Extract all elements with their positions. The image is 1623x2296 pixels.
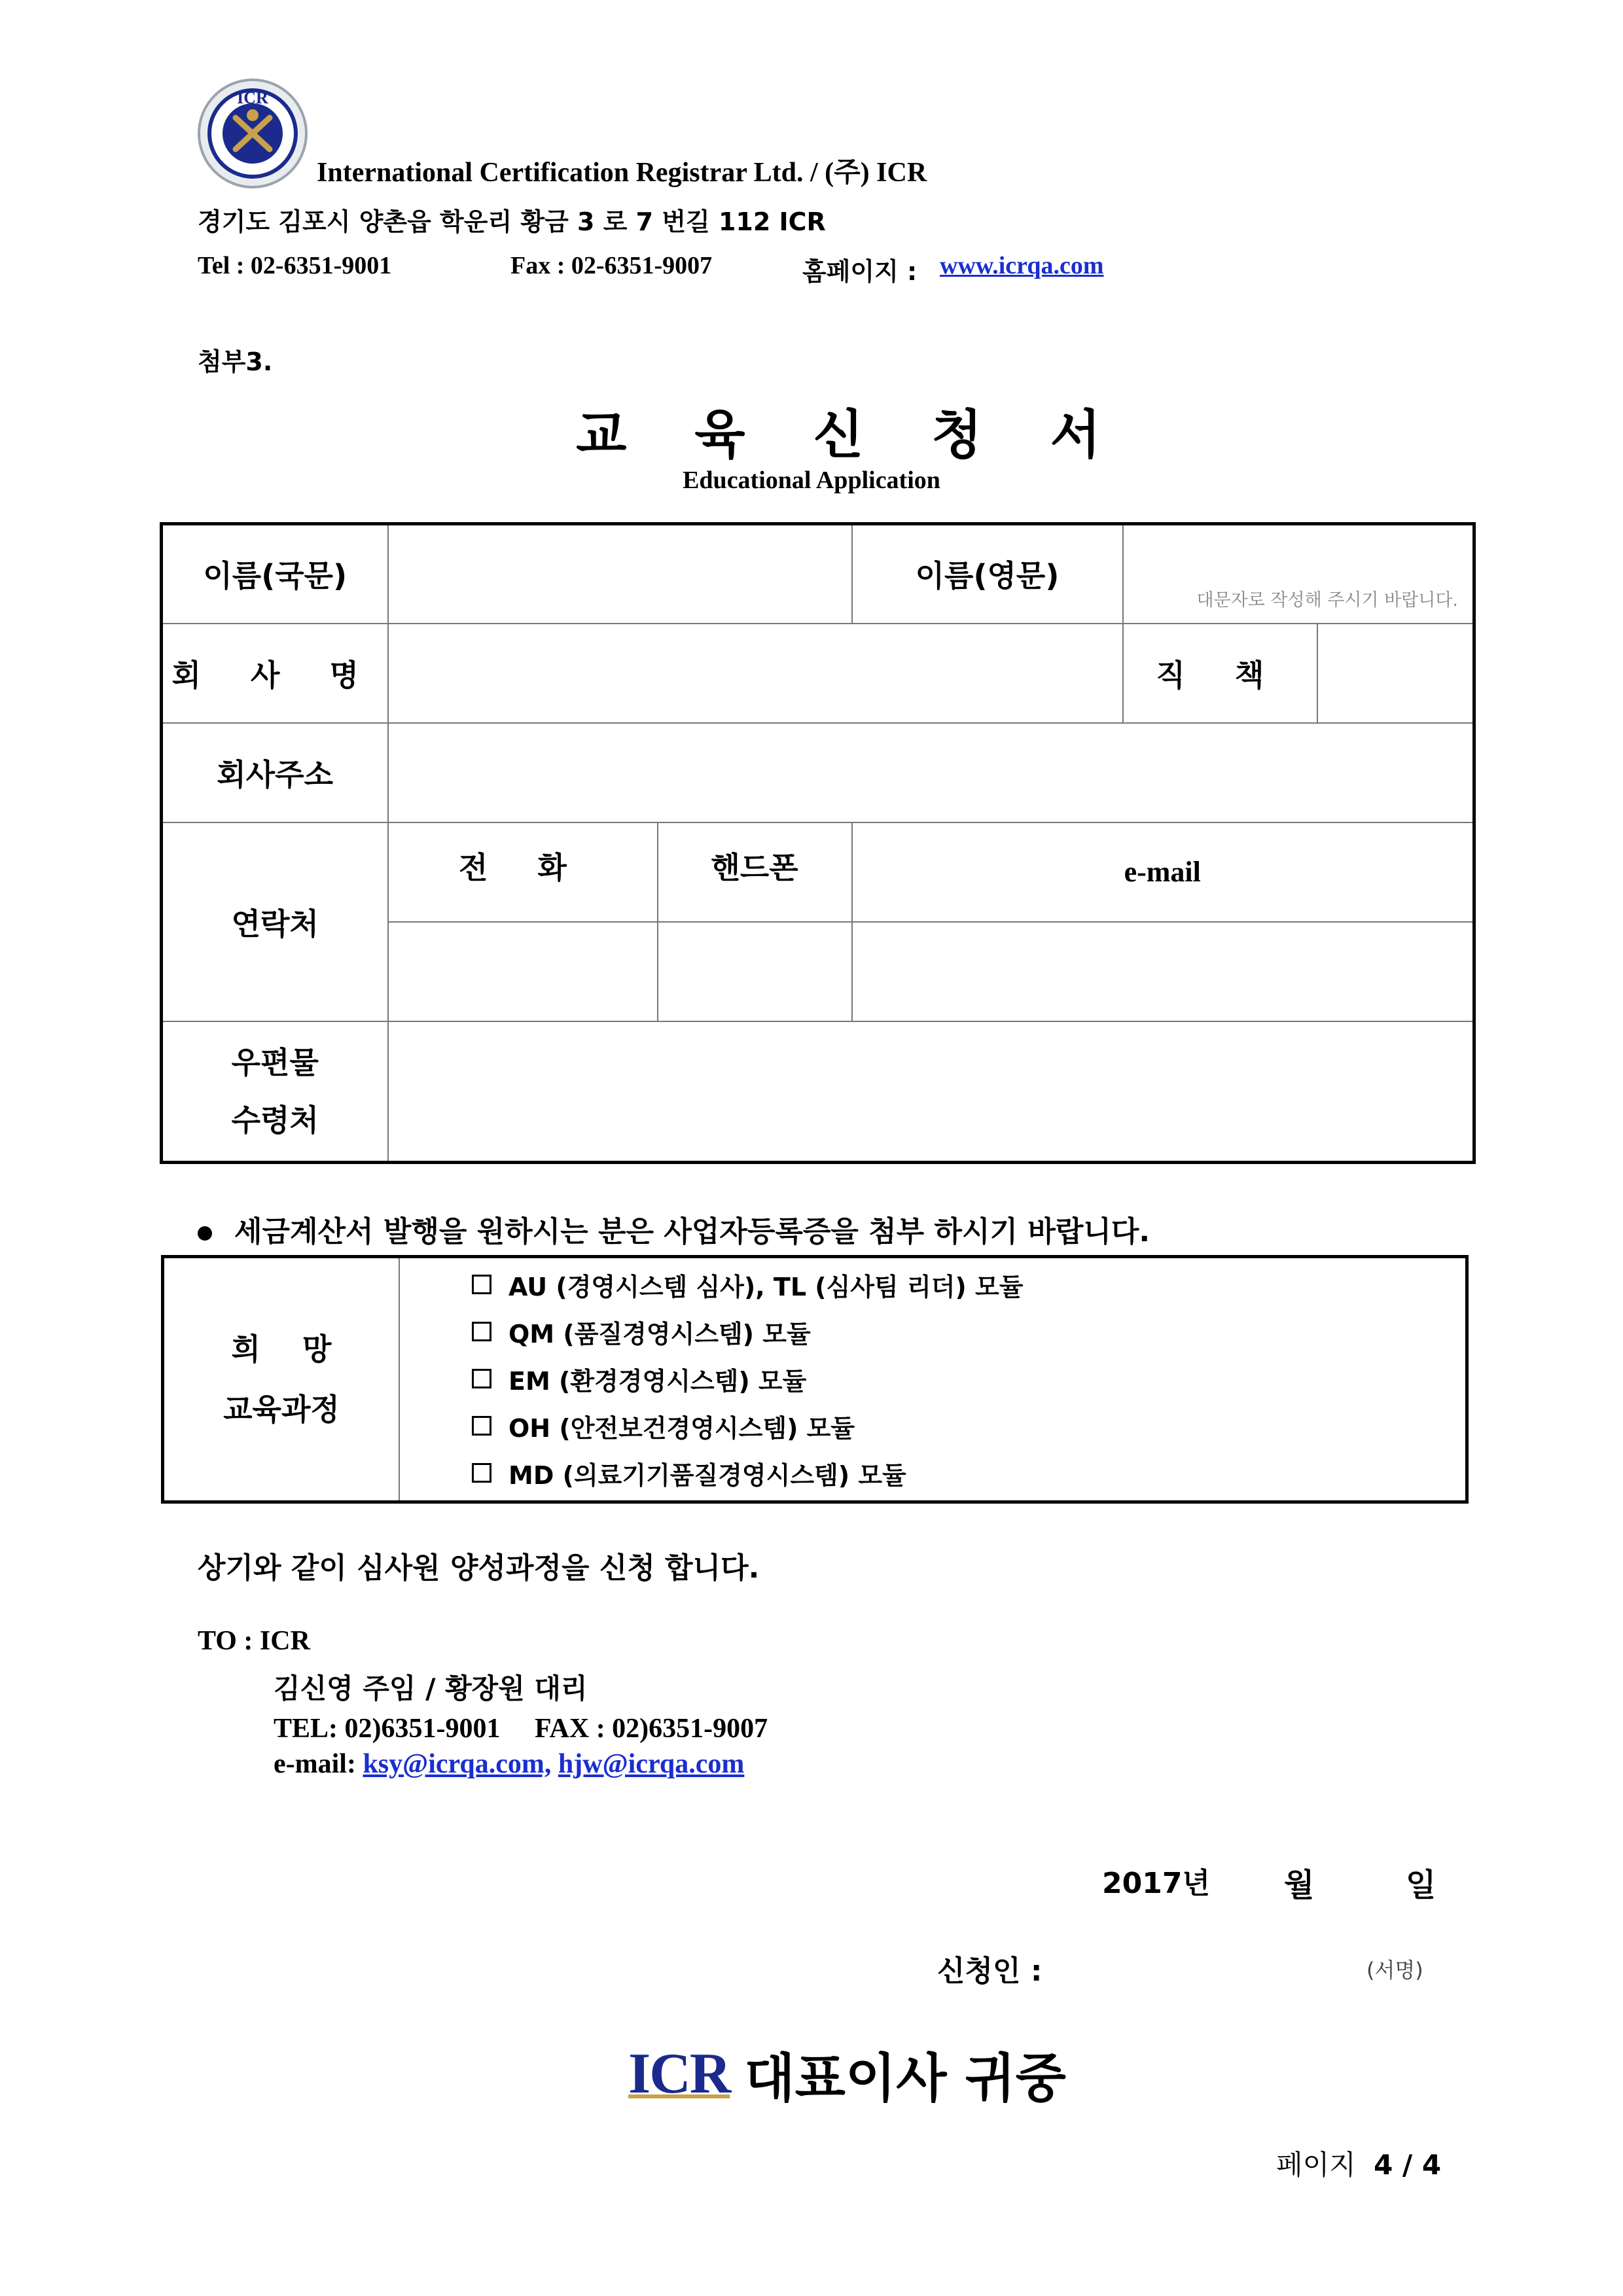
logo-seal-text: ICR <box>237 88 268 107</box>
course-option-label: OH (안전보건경영시스템) 모듈 <box>508 1413 855 1443</box>
addressee-text: 대표이사 귀중 <box>744 2048 1066 2109</box>
page-subtitle: Educational Application <box>683 467 940 494</box>
attachment-label: 첨부3. <box>198 347 273 376</box>
signature-hint: (서명) <box>1366 1958 1423 1983</box>
checkbox-icon[interactable] <box>472 1369 491 1388</box>
applicant-label: 신청인 : <box>937 1954 1043 1988</box>
course-option-label: MD (의료기기품질경영시스템) 모듈 <box>508 1460 906 1490</box>
phone-input[interactable] <box>388 922 658 1021</box>
checkbox-icon[interactable] <box>472 1416 491 1436</box>
course-option-oh[interactable] <box>472 1402 1023 1449</box>
bullet-icon <box>198 1226 212 1241</box>
company-address: 경기도 김포시 양촌읍 학운리 황금 3 로 7 번길 112 ICR <box>198 207 826 236</box>
company-name: International Certification Registrar Ltd. / (주) ICR <box>317 158 927 188</box>
page-indicator <box>1276 2144 1441 2183</box>
mobile-input[interactable] <box>658 922 852 1021</box>
tax-note-text: 세금계산서 발행을 원하시는 분은 사업자등록증을 첨부 하시기 바랍니다. <box>234 1215 1150 1248</box>
mail-recipient-input[interactable] <box>388 1021 1474 1163</box>
phone-header: 전 화 <box>388 822 658 922</box>
checkbox-icon[interactable] <box>472 1322 491 1341</box>
company-address-input[interactable] <box>388 723 1474 822</box>
header-fax: Fax : 02-6351-9007 <box>510 252 713 279</box>
header-tel: Tel : 02-6351-9001 <box>198 252 392 279</box>
contact-persons: 김신영 주임 / 황장원 대리 <box>274 1672 588 1704</box>
position-label: 직 책 <box>1124 624 1318 722</box>
contact-label: 연락처 <box>162 822 388 1021</box>
application-statement: 상기와 같이 심사원 양성과정을 신청 합니다. <box>198 1551 760 1585</box>
page-label: 페이지 <box>1276 2149 1356 2181</box>
contact-tel-fax: TEL: 02)6351-9001 FAX : 02)6351-9007 <box>274 1714 768 1744</box>
name-kr-input[interactable] <box>388 524 852 624</box>
checkbox-icon[interactable] <box>472 1275 491 1294</box>
mail-recipient-line-2: 수령처 <box>231 1102 319 1138</box>
email-link-ksy[interactable]: ksy@icrqa.com, <box>363 1749 552 1779</box>
mail-recipient-label <box>162 1021 388 1163</box>
name-en-label: 이름(영문) <box>852 524 1123 624</box>
mail-recipient-line-1: 우편물 <box>231 1044 319 1080</box>
course-label-line-2: 교육과정 <box>223 1392 340 1427</box>
icr-wordmark-logo: ICR <box>628 2042 730 2106</box>
icr-seal-logo <box>196 77 309 190</box>
tax-note <box>198 1208 1150 1250</box>
page-number: 4 / 4 <box>1374 2149 1442 2181</box>
course-label-line-1: 희 망 <box>231 1332 348 1367</box>
addressee-line <box>628 2036 1066 2111</box>
course-option-qm[interactable] <box>472 1308 1023 1355</box>
application-form-table <box>160 522 1476 1164</box>
company-address-label: 회사주소 <box>162 723 388 822</box>
email-input[interactable] <box>852 922 1474 1021</box>
date-year: 2017년 <box>1102 1867 1210 1900</box>
page-title: 교 육 신 청 서 <box>576 404 1126 465</box>
name-kr-label: 이름(국문) <box>162 524 388 624</box>
course-option-label: QM (품질경영시스템) 모듈 <box>508 1319 811 1349</box>
course-option-md[interactable] <box>472 1449 1023 1496</box>
contact-email <box>274 1748 744 1780</box>
company-label: 회 사 명 <box>162 624 388 723</box>
to-line: TO : ICR <box>198 1626 310 1656</box>
course-options <box>400 1258 1023 1500</box>
mobile-header-text: 핸드폰 <box>711 849 798 885</box>
company-input[interactable] <box>388 624 1123 723</box>
position-input[interactable] <box>1318 624 1473 722</box>
name-en-input[interactable] <box>1123 524 1474 624</box>
homepage-label: 홈페이지 : <box>802 257 918 286</box>
checkbox-icon[interactable] <box>472 1463 491 1483</box>
mobile-header <box>658 822 852 922</box>
position-cell <box>1123 624 1474 723</box>
email-link-hjw[interactable]: hjw@icrqa.com <box>558 1749 745 1779</box>
date-month: 월 <box>1284 1867 1315 1903</box>
name-en-hint: 대문자로 작성해 주시기 바랍니다. <box>1196 590 1458 610</box>
homepage-link[interactable]: www.icrqa.com <box>940 252 1104 279</box>
email-header: e-mail <box>852 822 1474 922</box>
course-option-em[interactable] <box>472 1355 1023 1402</box>
course-selection-box <box>161 1255 1469 1504</box>
course-option-label: AU (경영시스템 심사), TL (심사팀 리더) 모듈 <box>508 1272 1024 1301</box>
course-option-label: EM (환경경영시스템) 모듈 <box>508 1366 807 1396</box>
date-day: 일 <box>1406 1867 1436 1903</box>
email-label: e-mail: <box>274 1749 356 1779</box>
course-option-au[interactable] <box>472 1261 1023 1308</box>
course-label <box>164 1258 400 1500</box>
